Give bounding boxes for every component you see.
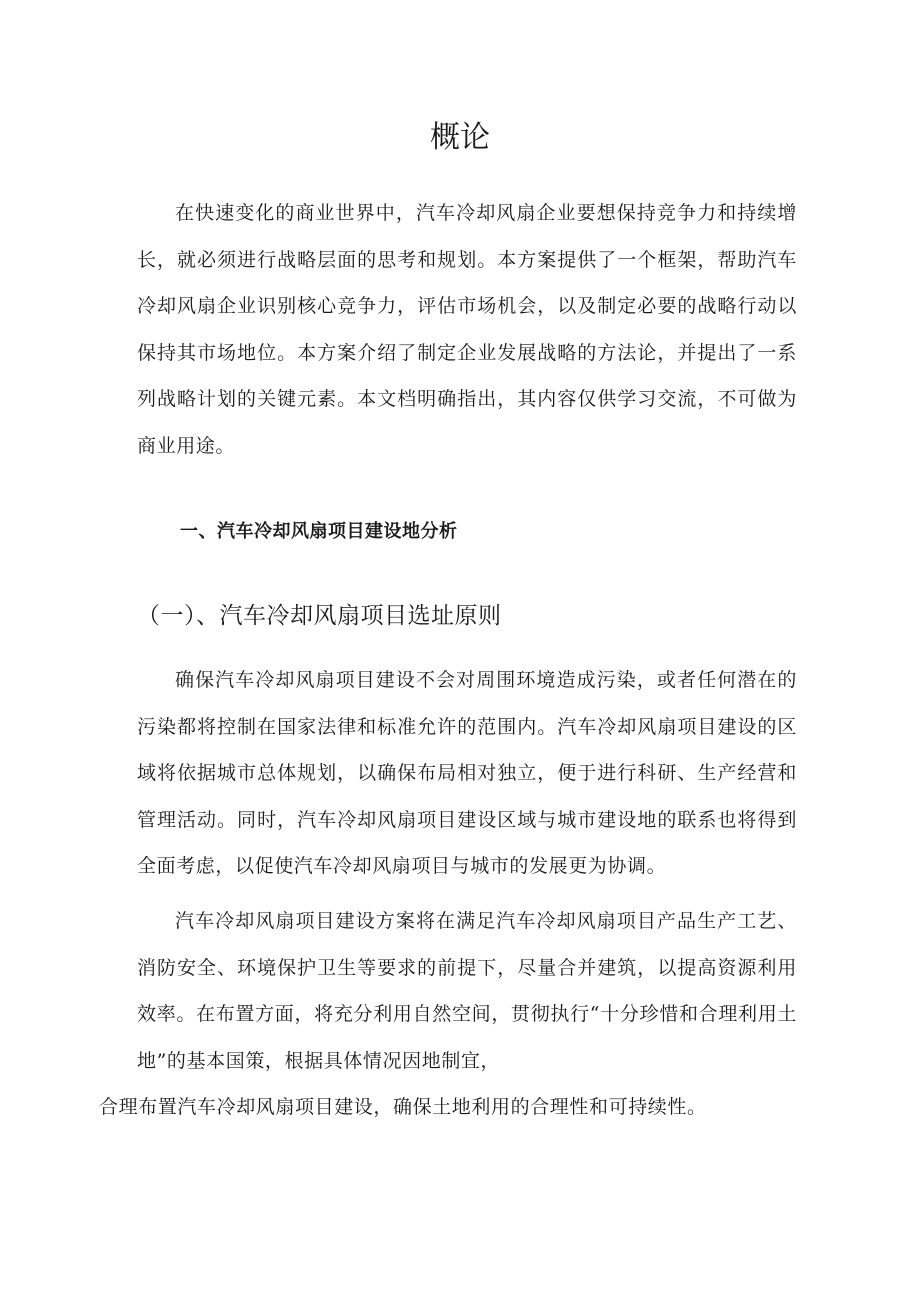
subsection-heading: （一）、汽车冷却风扇项目选址原则 (137, 603, 502, 629)
body-paragraph-2-text: 汽车冷却风扇项目建设方案将在满足汽车冷却风扇项目产品生产工艺、消防安全、环境保护卫生等要求的前提下，尽量合并建筑，以提高资源利用效率。在布置方面，将充分利用自然空间，贯彻执行“十分珍惜和合理利用土地”的基本国策，根据具体情况因地制宜， (137, 910, 797, 1072)
intro-paragraph: 在快速变化的商业世界中，汽车冷却风扇企业要想保持竞争力和持续增长，就必须进行战略层面的思考和规划。本方案提供了一个框架，帮助汽车冷却风扇企业识别核心竞争力，评估市场机会，以及制定必要的战略行动以保持其市场地位。本方案介绍了制定企业发展战略的方法论，并提出了一系列战略计划的关键元素。本文档明确指出，其内容仅供学习交流，不可做为商业用途。 (137, 202, 797, 457)
section-heading: 一、汽车冷却风扇项目建设地分析 (180, 521, 458, 542)
body-paragraph-1: 确保汽车冷却风扇项目建设不会对周围环境造成污染，或者任何潜在的污染都将控制在国家法律和标准允许的范围内。汽车冷却风扇项目建设的区域将依据城市总体规划，以确保布局相对独立，便于进行科研、生产经营和管理活动。同时，汽车冷却风扇项目建设区域与城市建设地的联系也将得到全面考虑，以促使汽车冷却风扇项目与城市的发展更为协调。 (137, 669, 797, 877)
body-paragraph-2 (99, 898, 797, 1131)
body-paragraph-2-last-line: 合理布置汽车冷却风扇项目建设，确保土地利用的合理性和可持续性。 (99, 1096, 707, 1118)
page-title: 概论 (430, 120, 490, 155)
